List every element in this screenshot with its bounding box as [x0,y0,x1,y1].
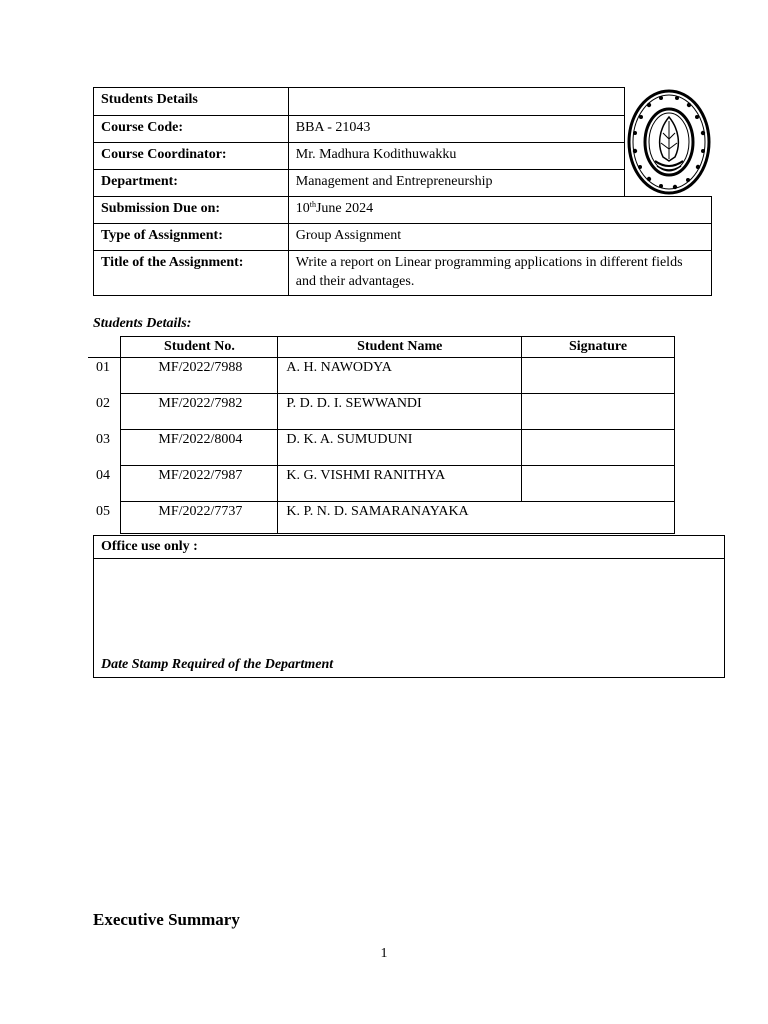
signature-cell [522,358,675,394]
details-label: Department: [94,170,289,197]
due-day-suffix: th [309,200,316,209]
details-row [94,170,712,197]
student-name-header: Student Name [278,337,522,358]
student-no: MF/2022/8004 [121,430,278,466]
page-number: 1 [380,946,388,961]
assignment-type-value: Group Assignment [288,224,711,251]
office-use-box [93,535,725,678]
section-heading: Executive Summary [93,910,240,929]
due-month-year: June 2024 [315,201,374,216]
details-label: Course Code: [94,116,289,143]
students-table [88,336,675,534]
students-header-row [88,337,675,358]
signature-cell [522,430,675,466]
students-details-caption: Students Details: [93,316,192,331]
row-number: 05 [88,502,121,534]
university-seal-icon [624,87,712,197]
details-row [94,224,712,251]
course-code-value: BBA - 21043 [288,116,711,143]
row-number: 03 [88,430,121,466]
details-row [94,143,712,170]
row-number-header [88,337,121,358]
coordinator-value: Mr. Madhura Kodithuwakku [288,143,711,170]
student-no-header: Student No. [121,337,278,358]
details-row [94,197,712,224]
signature-cell [522,466,675,502]
row-number: 04 [88,466,121,502]
student-name: K. P. N. D. SAMARANAYAKA [278,502,675,534]
details-label: Submission Due on: [94,197,289,224]
table-row [88,430,675,466]
date-stamp-note: Date Stamp Required of the Department [101,657,334,672]
details-label: Students Details [94,88,289,116]
student-no: MF/2022/7988 [121,358,278,394]
due-date-value [288,197,711,224]
office-use-title: Office use only : [94,536,724,559]
signature-cell [522,394,675,430]
signature-header: Signature [522,337,675,358]
table-row [88,394,675,430]
details-label: Title of the Assignment: [94,251,289,296]
department-value: Management and Entrepreneurship [288,170,711,197]
student-name: A. H. NAWODYA [278,358,522,394]
details-row [94,88,712,116]
row-number: 02 [88,394,121,430]
details-row [94,116,712,143]
details-label: Course Coordinator: [94,143,289,170]
assignment-details-table [93,87,712,296]
details-row [94,251,712,296]
student-name: D. K. A. SUMUDUNI [278,430,522,466]
row-number: 01 [88,358,121,394]
details-label: Type of Assignment: [94,224,289,251]
table-row [88,466,675,502]
student-name: P. D. D. I. SEWWANDI [278,394,522,430]
student-name: K. G. VISHMI RANITHYA [278,466,522,502]
table-row [88,358,675,394]
assignment-title-value: Write a report on Linear programming applications in different fields and their advantages. [288,251,711,296]
student-no: MF/2022/7737 [121,502,278,534]
student-no: MF/2022/7987 [121,466,278,502]
student-no: MF/2022/7982 [121,394,278,430]
due-day: 10 [295,201,310,216]
table-row [88,502,675,534]
